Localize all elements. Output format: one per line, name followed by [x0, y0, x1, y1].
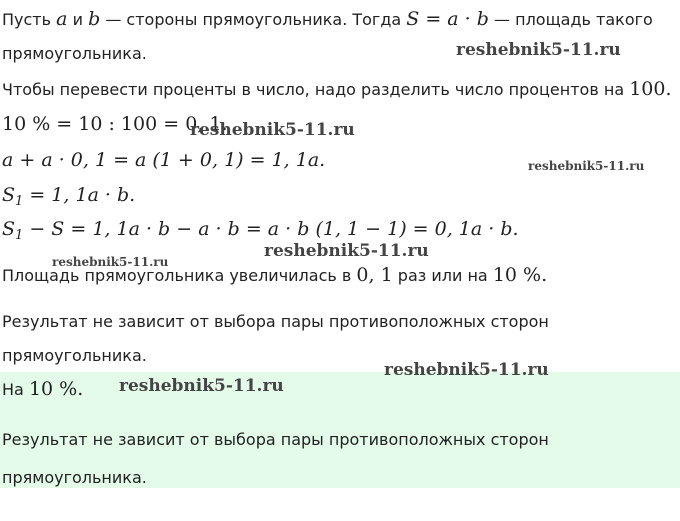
watermark: reshebnik5-11.ru — [384, 360, 549, 380]
equation-percent: 10 % = 10 : 100 = 0, 1. — [2, 113, 228, 135]
watermark: reshebnik5-11.ru — [190, 120, 355, 140]
watermark: reshebnik5-11.ru — [52, 255, 169, 269]
equation-difference: $S_1 - S = 1$, 1a · b − a · b = a · b (1, 1 − 1) = 0, 1a · b. — [2, 218, 519, 243]
answer-block — [0, 372, 680, 488]
solution-line-1: Пусть a и b — стороны прямоугольника. Тогда S = a · b — площадь такого — [2, 8, 653, 30]
solution-note-line-2: прямоугольника. — [2, 346, 147, 365]
solution-line-3: Чтобы перевести проценты в число, надо разделить число процентов на 100. — [2, 78, 672, 100]
equation-new-side: a + a · 0, 1 = a (1 + 0, 1) = 1, 1a. — [2, 149, 326, 171]
watermark: reshebnik5-11.ru — [264, 241, 429, 261]
watermark: reshebnik5-11.ru — [528, 159, 645, 173]
answer-note-line-1: Результат не зависит от выбора пары противоположных сторон — [2, 430, 549, 449]
solution-line-2: прямоугольника. — [2, 44, 147, 63]
watermark: reshebnik5-11.ru — [456, 40, 621, 60]
watermark: reshebnik5-11.ru — [119, 376, 284, 396]
solution-conclusion: Площадь прямоугольника увеличилась в 0, 1 раз или на 10 %. — [2, 264, 548, 286]
solution-note-line-1: Результат не зависит от выбора пары противоположных сторон — [2, 312, 549, 331]
answer-line: На 10 %. — [2, 378, 84, 400]
answer-note-line-2: прямоугольника. — [2, 468, 147, 487]
equation-new-area: $S_1 = 1$, 1a · b. — [2, 184, 136, 209]
